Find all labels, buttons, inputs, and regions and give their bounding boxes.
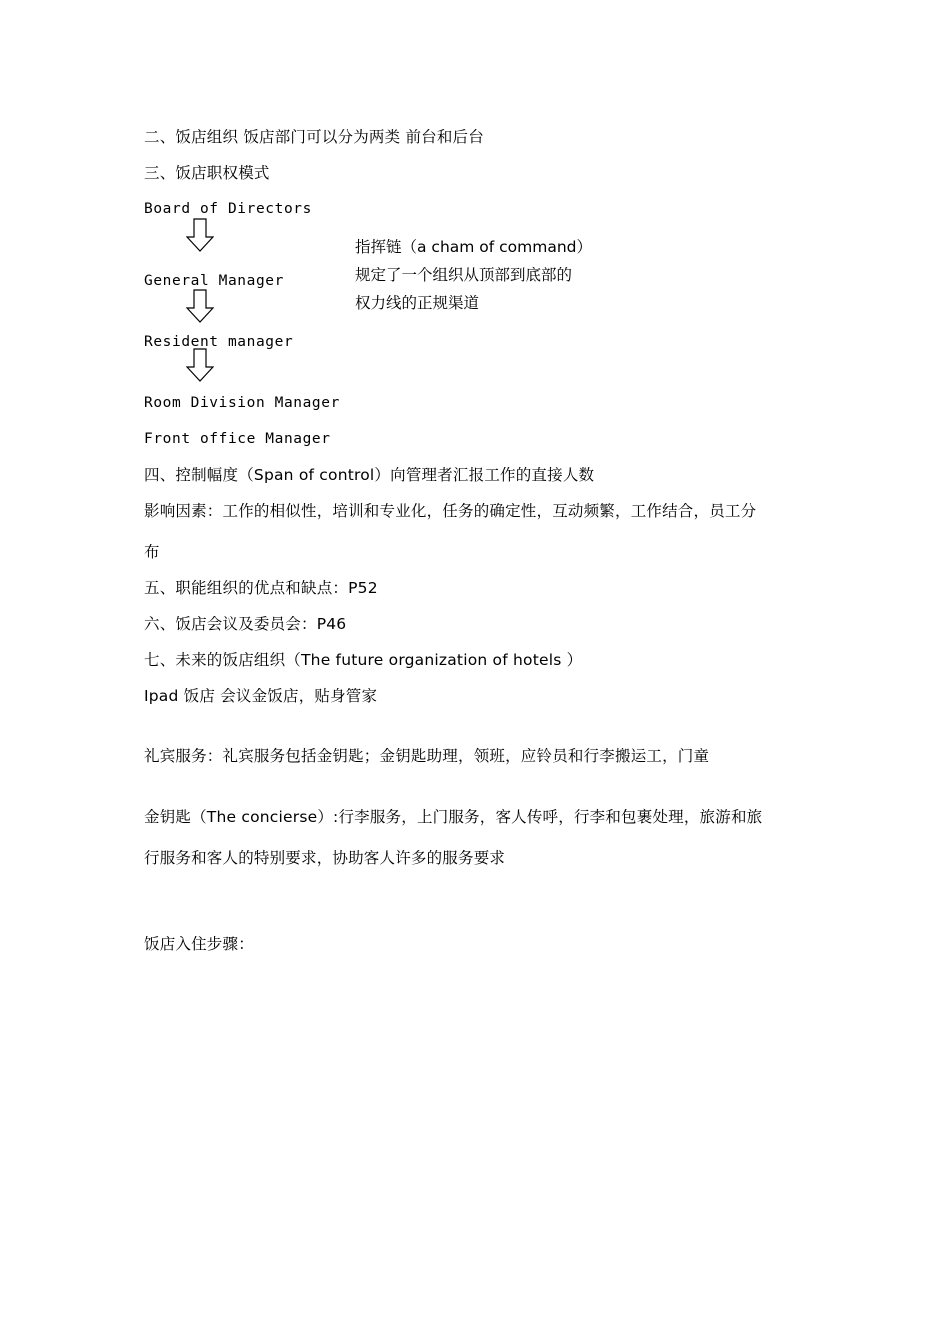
chain-room-division-manager: Room Division Manager xyxy=(144,395,340,411)
future-hotel-examples: Ipad 饭店 会议金饭店，贴身管家 xyxy=(144,687,378,705)
section-6-heading: 六、饭店会议及委员会：P46 xyxy=(144,615,347,633)
chain-of-command-note-line2: 规定了一个组织从顶部到底部的 xyxy=(355,266,573,284)
section-7-heading: 七、未来的饭店组织（The future organization of hotels ） xyxy=(144,651,583,669)
concierge-services-paragraph: 礼宾服务：礼宾服务包括金钥匙；金钥匙助理，领班，应铃员和行李搬运工，门童 xyxy=(144,747,710,765)
concierge-definition-line2: 行服务和客人的特别要求，协助客人许多的服务要求 xyxy=(144,849,506,867)
chain-board-of-directors: Board of Directors xyxy=(144,201,312,217)
chain-of-command-note-line3: 权力线的正规渠道 xyxy=(355,294,480,312)
chain-of-command-note-line1: 指挥链（a cham of command） xyxy=(355,238,593,256)
section-2-heading: 二、饭店组织 饭店部门可以分为两类 前台和后台 xyxy=(144,128,484,146)
section-3-heading: 三、饭店职权模式 xyxy=(144,164,270,182)
influencing-factors-line2: 布 xyxy=(144,543,160,561)
check-in-steps-heading: 饭店入住步骤： xyxy=(144,935,254,953)
down-arrow-icon xyxy=(186,289,214,323)
concierge-definition-line1: 金钥匙（The concierse）:行李服务，上门服务，客人传呼，行李和包裹处理，旅游和旅 xyxy=(144,808,763,826)
chain-general-manager: General Manager xyxy=(144,273,284,289)
chain-resident-manager: Resident manager xyxy=(144,334,294,350)
section-5-heading: 五、职能组织的优点和缺点：P52 xyxy=(144,579,378,597)
influencing-factors-line1: 影响因素：工作的相似性，培训和专业化，任务的确定性，互动频繁，工作结合，员工分 xyxy=(144,502,757,520)
down-arrow-icon xyxy=(186,218,214,252)
chain-front-office-manager: Front office Manager xyxy=(144,431,331,447)
section-4-heading: 四、控制幅度（Span of control）向管理者汇报工作的直接人数 xyxy=(144,466,595,484)
down-arrow-icon xyxy=(186,348,214,382)
